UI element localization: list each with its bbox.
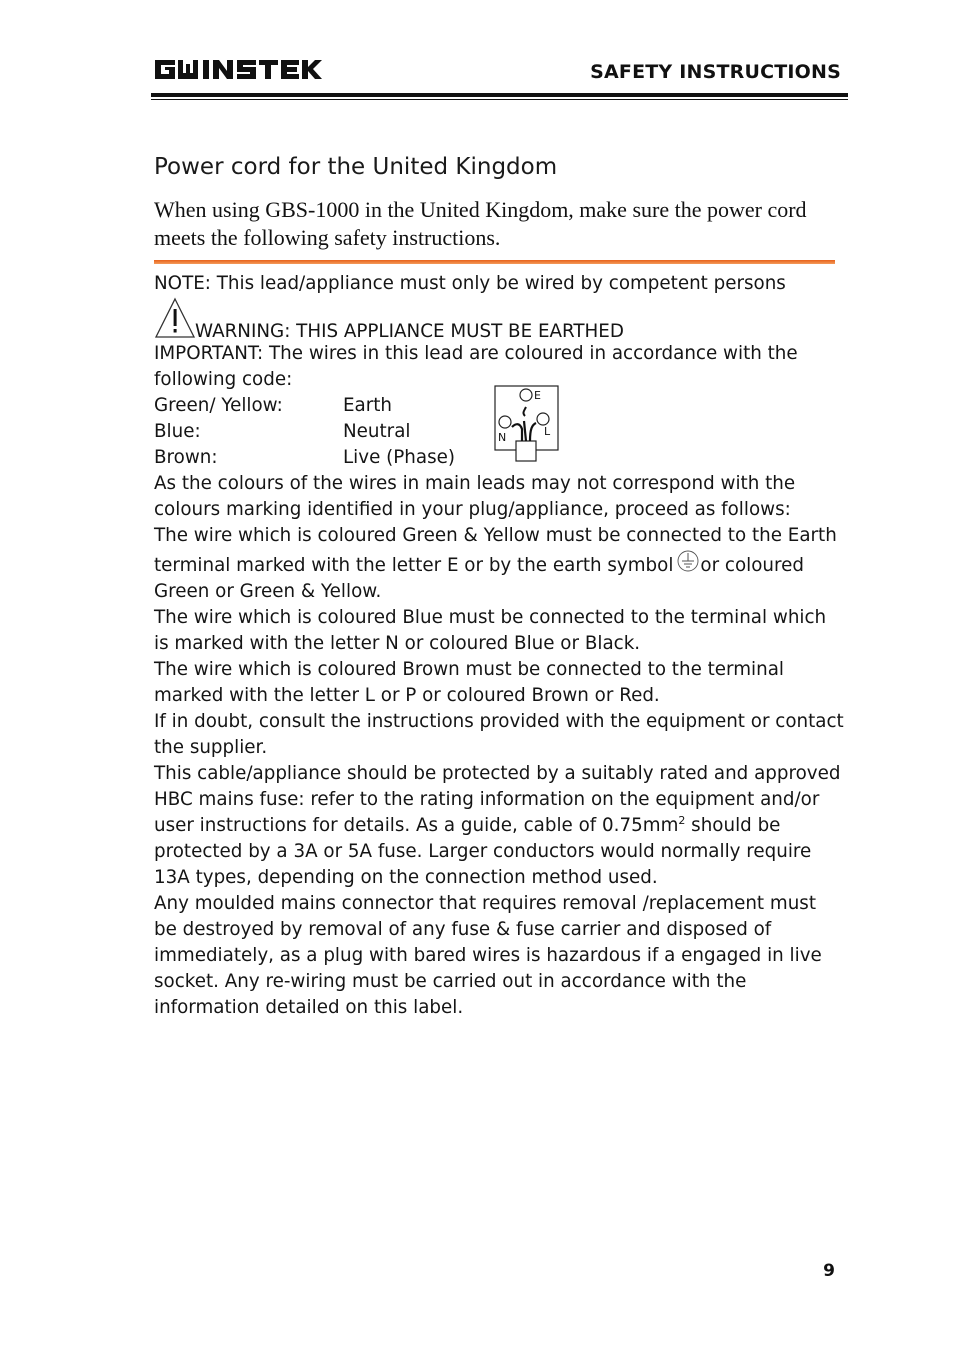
instructions-body xyxy=(154,271,844,1021)
wire-color: Blue: xyxy=(154,421,201,442)
page-number: 9 xyxy=(823,1261,835,1281)
superscript-two: 2 xyxy=(678,813,686,827)
wire-meaning: Live (Phase) xyxy=(343,447,455,468)
important-text: IMPORTANT: The wires in this lead are coloured in accordance with the following code: xyxy=(154,343,798,390)
plug-label-earth: E xyxy=(534,389,541,402)
uk-plug-diagram-icon xyxy=(494,385,560,463)
warning-text: WARNING: THIS APPLIANCE MUST BE EARTHED xyxy=(195,321,624,342)
orange-divider xyxy=(154,260,835,264)
gw-instek-logo xyxy=(153,56,323,82)
note-text: NOTE: This lead/appliance must only be wired by competent persons xyxy=(154,273,786,294)
plug-label-live: L xyxy=(544,425,551,438)
plug-label-neutral: N xyxy=(498,431,507,444)
wire-code-table xyxy=(154,389,844,471)
paragraph-colours: As the colours of the wires in main leads may not correspond with the colours marking identified in your plug/appliance, proceed as follows: xyxy=(154,473,796,520)
wire-color: Brown: xyxy=(154,447,218,468)
paragraph-green-part-a: The wire which is coloured Green & Yellow must be connected to the Earth terminal marked with the letter E or by the earth symbol xyxy=(154,525,837,576)
paragraph-doubt: If in doubt, consult the instructions provided with the equipment or contact the supplier. xyxy=(154,711,844,758)
header-rule xyxy=(151,93,848,97)
earth-symbol-icon xyxy=(677,549,699,573)
wire-color: Green/ Yellow: xyxy=(154,395,283,416)
section-intro: When using GBS-1000 in the United Kingdom, make sure the power cord meets the following safety instructions. xyxy=(154,197,807,250)
paragraph-blue: The wire which is coloured Blue must be connected to the terminal which is marked with the letter N or coloured Blue or Black. xyxy=(154,607,827,654)
paragraph-moulded-connector: Any moulded mains connector that requires removal /replacement must be destroyed by removal of any fuse & fuse carrier and disposed of immediately, as a plug with bared wires is hazardous if a engaged in live socket. Any re-wiring must be carried out in accordance with the information detailed on this label. xyxy=(154,893,822,1018)
wire-meaning: Neutral xyxy=(343,421,411,442)
section-title: Power cord for the United Kingdom xyxy=(154,154,558,180)
warning-line xyxy=(154,311,844,341)
wire-meaning: Earth xyxy=(343,395,393,416)
warning-triangle-icon xyxy=(154,297,196,339)
paragraph-brown: The wire which is coloured Brown must be connected to the terminal marked with the letter L or P or coloured Brown or Red. xyxy=(154,659,784,706)
paragraph-green-part-b: or coloured Green or Green & Yellow. xyxy=(154,555,804,602)
paragraph-fuse-part-a: This cable/appliance should be protected by a suitably rated and approved HBC mains fuse: refer to the rating information on the equipment and/or user instructions for details. As a guide, cable of 0.75mm xyxy=(154,763,841,836)
paragraph-fuse xyxy=(154,761,844,891)
paragraph-green-yellow xyxy=(154,523,844,605)
paragraph-fuse-part-b: should be protected by a 3A or 5A fuse. Larger conductors would normally require 13A types, depending on the connection method used. xyxy=(154,815,812,888)
header-rule-thin xyxy=(151,99,848,100)
header-title: SAFETY INSTRUCTIONS xyxy=(590,61,841,83)
